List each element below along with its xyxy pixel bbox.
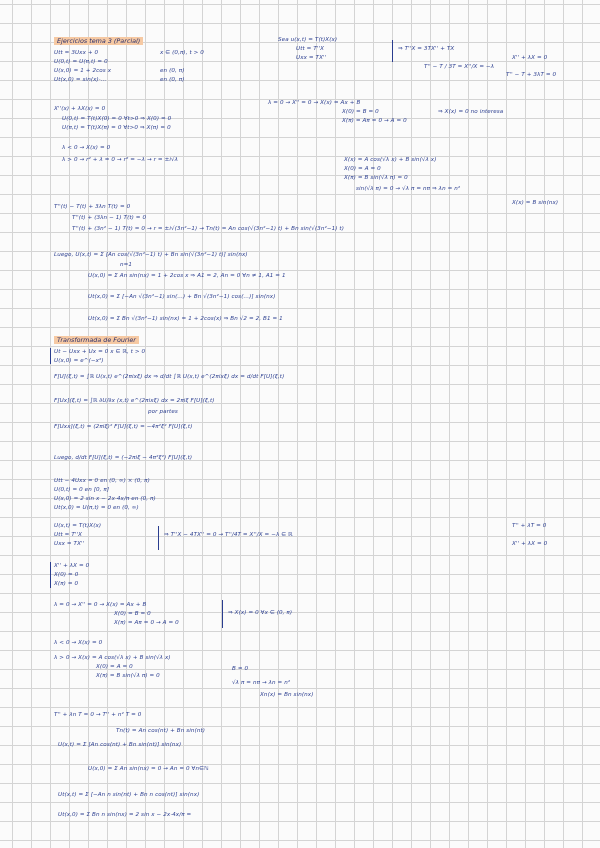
equation-line: ⇒ T''X − 4TX'' = 0 → T''/4T = X''/X = −λ ∈ ℝ	[164, 532, 293, 538]
equation-line: X''(x) + λX(x) = 0	[54, 106, 106, 112]
equation-line: U(x,0) = 1 + 2cos x	[54, 68, 112, 74]
equation-line: sin(√λ π) = 0 → √λ π = nπ ⇒ λn = n²	[356, 186, 461, 192]
equation-line: λ < 0 → X(x) = 0	[62, 145, 111, 151]
equation-line: λ = 0 → X'' = 0 → X(x) = Ax + B	[54, 602, 147, 608]
summation-index: n=1	[120, 262, 133, 268]
equation-line: F[U](ξ,t) = ∫ℝ U(x,t) e^(2πixξ) dx ⇒ d/dt ∫ℝ U(x,t) e^(2πixξ) dx = d/dt F[U](ξ,t)	[54, 374, 285, 380]
equation-line: X(π) = Aπ = 0 → A = 0	[342, 118, 407, 124]
equation-line: Luego, d/dt F[U](ξ,t) = (−2πiξ − 4π²ξ²) F[U](ξ,t)	[54, 455, 193, 461]
equation-line: X(x) = B sin(nx)	[512, 200, 559, 206]
domain-note: x ∈ (0,π), t > 0	[160, 50, 204, 56]
equation-line: ⇒ X(x) = 0 ∀x ∈ (0, π)	[228, 610, 293, 616]
equation-line: U(x,0) = 2 sin x − 2x·4x/π en (0, π)	[54, 496, 156, 502]
section-title-ejercicios: Ejercicios tema 3 (Parcial)	[54, 37, 143, 45]
domain-note: en (0, π)	[160, 68, 185, 74]
equation-line: Utt = T''X	[54, 532, 83, 538]
equation-line: X'' + λX = 0	[54, 563, 90, 569]
equation-line: F[Ux](ξ,t) = ∫ℝ ∂U/∂x (x,t) e^(2πixξ) dx = 2πiξ F[U](ξ,t)	[54, 398, 215, 404]
equation-line: Tn(t) = An cos(nt) + Bn sin(nt)	[116, 728, 206, 734]
brace	[392, 40, 393, 62]
equation-line: U(x,t) = Σ [An cos(nt) + Bn sin(nt)] sin(nx)	[58, 742, 182, 748]
equation-line: U(x,0) = e^(−x²)	[54, 358, 104, 364]
equation-line: T''(t) − T(t) + 3λn T(t) = 0	[54, 204, 131, 210]
equation-line: U(x,0) = Σ An sin(nx) = 0 → An = 0 ∀n∈ℕ	[88, 766, 209, 772]
equation-line: X(0) = B = 0	[114, 611, 151, 617]
equation-line: T''(t) + (3λn − 1) T(t) = 0	[72, 215, 147, 221]
equation-line: X(0) = A = 0	[96, 664, 133, 670]
equation-line: X(x) = A cos(√λ x) + B sin(√λ x)	[344, 157, 437, 163]
equation-line: Ut(x,0) = Σ Bn n sin(nx) = 2 sin x − 2x·4x/π =	[58, 812, 192, 818]
equation-line: Ut(x,t) = Σ [−An n sin(nt) + Bn n cos(nt)] sin(nx)	[58, 792, 200, 798]
equation-line: X(π) = 0	[54, 581, 79, 587]
section-title-fourier: Transformada de Fourier	[54, 336, 139, 344]
equation-line: X(π) = Aπ = 0 → A = 0	[114, 620, 179, 626]
equation-line: Uxx = TX''	[54, 541, 85, 547]
equation-line: Ut(x,0) = sin(x)·...	[54, 77, 107, 83]
equation-line: X(0) = B = 0	[342, 109, 379, 115]
equation-line: U(π,t) = T(t)X(π) = 0 ∀t>0 ⇒ X(π) = 0	[62, 125, 171, 131]
equation-line: ⇒ T''X = 3TX'' + TX	[398, 46, 455, 52]
equation-line: λ > 0 → r² + λ = 0 → r² = −λ → r = ±i√λ	[62, 157, 179, 163]
brace	[158, 526, 159, 550]
equation-line: T'' − T / 3T = X''/X = −λ	[424, 64, 495, 70]
equation-line: X(π) = B sin(√λ π) = 0	[344, 175, 408, 181]
domain-note: en (0, π)	[160, 77, 185, 83]
equation-line: √λ π = nπ → λn = n²	[232, 680, 291, 686]
equation-line: U(0,t) = T(t)X(0) = 0 ∀t>0 ⇒ X(0) = 0	[62, 116, 172, 122]
brace	[222, 600, 223, 628]
equation-line: T'' + λn T = 0 → T'' + n² T = 0	[54, 712, 142, 718]
equation-line: B = 0	[232, 666, 249, 672]
equation-line: Uxx = TX''	[296, 55, 327, 61]
equation-line: U(0,t) = U(π,t) = 0	[54, 59, 108, 65]
equation-line: Xn(x) = Bn sin(nx)	[260, 692, 314, 698]
equation-line: T'' − T + 3λT = 0	[506, 72, 557, 78]
equation-line: U(x,0) = Σ An sin(nx) = 1 + 2cos x ⇒ A1 = 2, An = 0 ∀n ≠ 1, A1 = 1	[88, 273, 286, 279]
equation-line: Luego, U(x,t) = Σ [An cos(√(3n²−1) t) + Bn sin(√(3n²−1) t)] sin(nx)	[54, 252, 248, 258]
equation-line: λ < 0 → X(x) = 0	[54, 640, 103, 646]
equation-line: Utt = T''X	[296, 46, 325, 52]
equation-line: X(0) = A = 0	[344, 166, 381, 172]
equation-line: U(0,t) = 0 en [0, π]	[54, 487, 110, 493]
equation-line: Ut − Uxx + Ux = 0 x ∈ ℝ, t > 0	[54, 349, 146, 355]
brace	[50, 348, 51, 364]
equation-line: X(0) = 0	[54, 572, 79, 578]
equation-line: T'' + λT = 0	[512, 523, 547, 529]
equation-line: λ > 0 → X(x) = A cos(√λ x) + B sin(√λ x)	[54, 655, 171, 661]
equation-line: Sea u(x,t) = T(t)X(x)	[278, 37, 338, 43]
equation-line: X'' + λX = 0	[512, 541, 548, 547]
equation-line: Utt = 3Uxx + 0	[54, 50, 99, 56]
equation-note: por partes	[148, 409, 178, 415]
equation-line: ⇒ X(x) = 0 no interesa	[438, 109, 504, 115]
equation-line: X'' + λX = 0	[512, 55, 548, 61]
equation-line: X(π) = B sin(√λ π) = 0	[96, 673, 160, 679]
equation-line: U(x,t) = T(t)X(x)	[54, 523, 102, 529]
equation-line: Ut(x,0) = Σ Bn √(3n²−1) sin(nx) = 1 + 2cos(x) ⇒ Bn √2 = 2, B1 = 1	[88, 316, 283, 322]
equation-line: Utt − 4Uxx = 0 en (0, ∞) × (0, π)	[54, 478, 150, 484]
equation-line: T''(t) + (3n² − 1) T(t) = 0 → r = ±i√(3n²−1) → Tn(t) = An cos(√(3n²−1) t) + Bn sin(√(3n²−1) t)	[72, 226, 345, 232]
equation-line: Ut(x,0) = U(π,t) = 0 en (0, ∞)	[54, 505, 139, 511]
equation-line: F[Uxx](ξ,t) = (2πiξ)² F[U](ξ,t) = −4π²ξ² F[U](ξ,t)	[54, 424, 193, 430]
equation-line: λ = 0 → X'' = 0 → X(x) = Ax + B	[268, 100, 361, 106]
brace	[50, 562, 51, 588]
equation-line: Ut(x,0) = Σ [−An √(3n²−1) sin(...) + Bn √(3n²−1) cos(...)] sin(nx)	[88, 294, 276, 300]
